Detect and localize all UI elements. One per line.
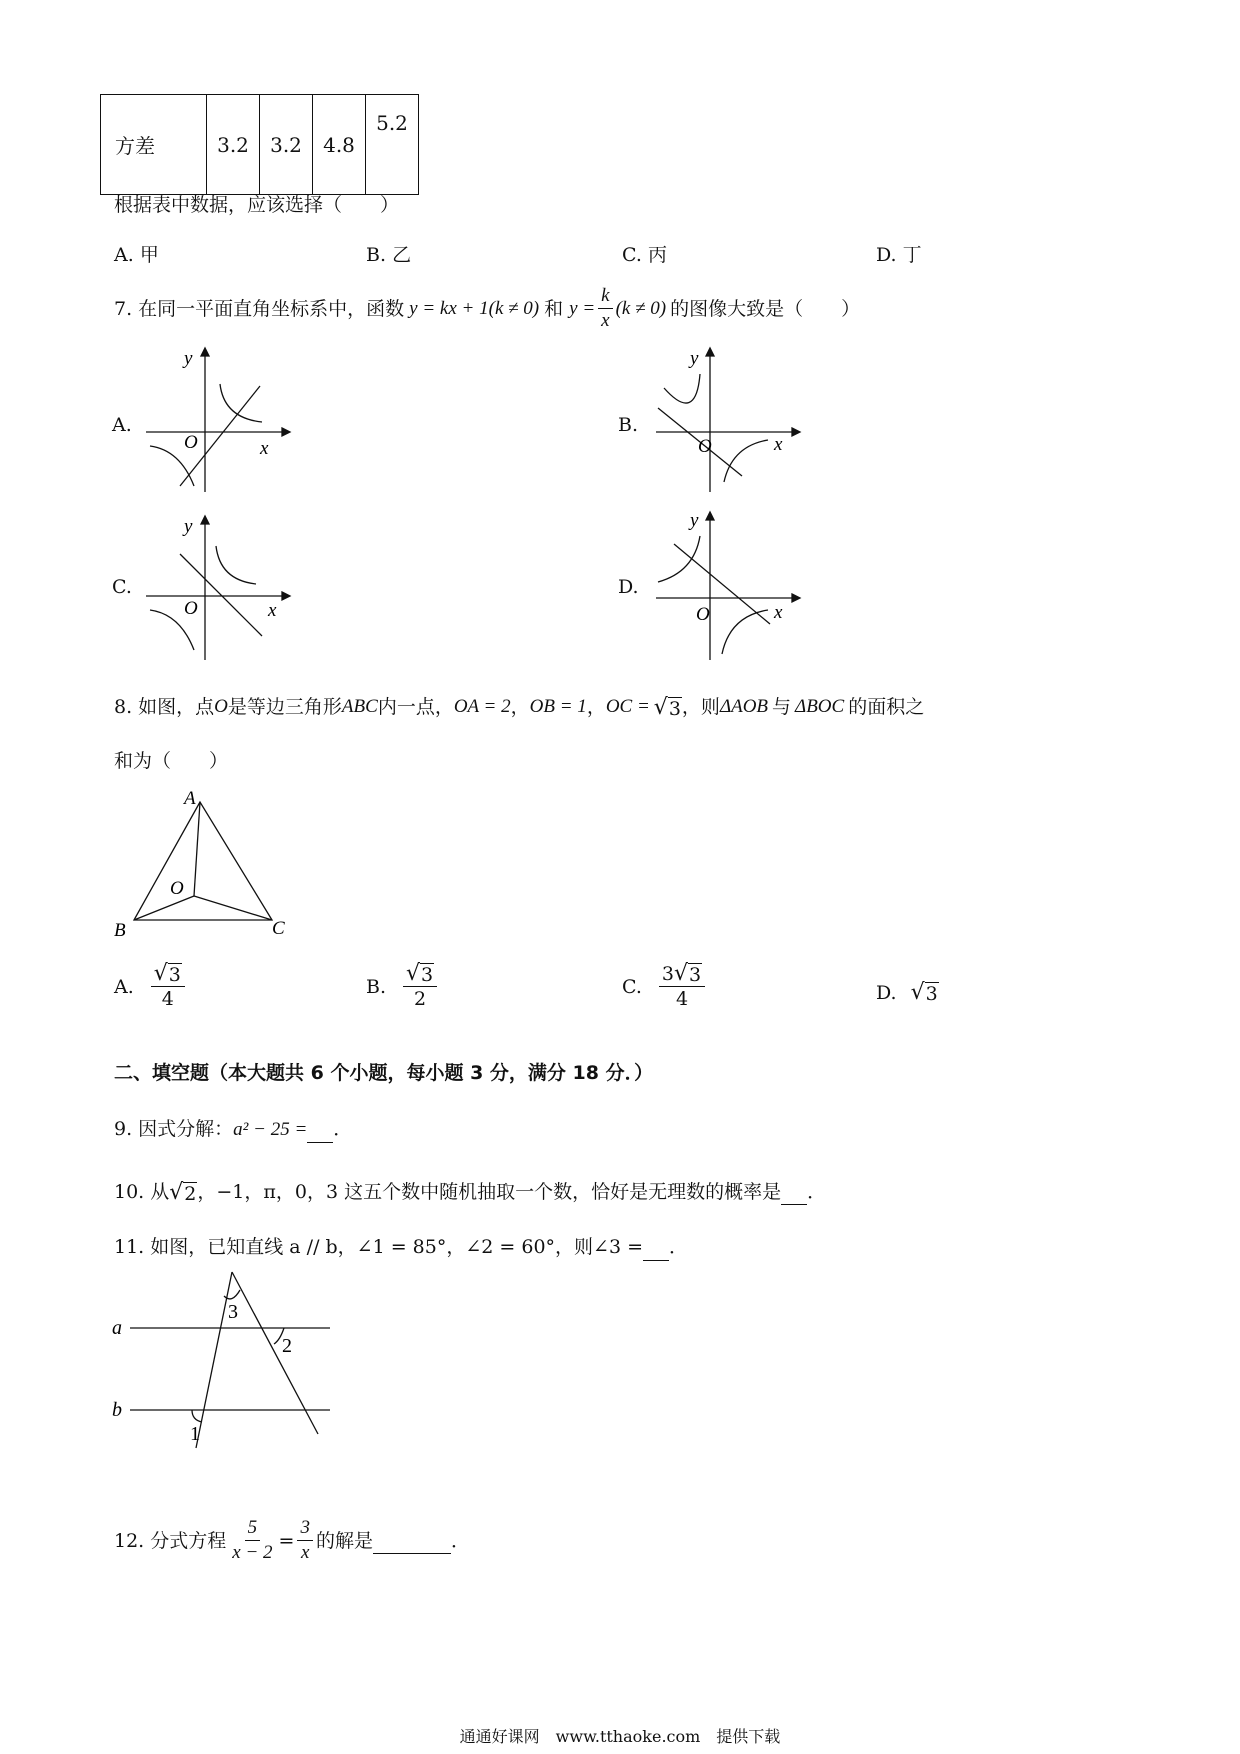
fraction-denominator: 2 <box>414 988 427 1010</box>
q8-point-o: O <box>214 696 228 717</box>
x-axis-label: x <box>774 434 783 455</box>
point-o-label: O <box>170 878 184 899</box>
y-axis-label: y <box>690 510 699 531</box>
option-letter: D. <box>876 244 897 266</box>
fraction-numerator: 3 <box>297 1516 313 1541</box>
q12-fraction-left <box>229 1516 275 1565</box>
q10-end: ． <box>807 1181 827 1203</box>
q8-triangle-boc: ΔBOC <box>795 696 845 717</box>
table-row <box>101 95 419 195</box>
q8-stem-line2: 和为（ ） <box>114 750 229 772</box>
segment-oa <box>194 802 200 896</box>
option-letter: A. <box>114 244 134 266</box>
table-row-label: 方差 <box>101 95 207 195</box>
fraction-numerator: 5 <box>245 1516 261 1541</box>
q7-graph-b <box>650 346 810 494</box>
q6-option-b <box>366 242 411 268</box>
option-text: 丙 <box>647 244 667 266</box>
q8-option-a <box>114 962 188 1011</box>
q8-stem-line1: 8. 如图，点 O 是等边三角形 ABC 内一点， OA = 2 ， OB = 1 ， OC = √ 3 ，则 ΔAOB 与 ΔBOC 的面积之 <box>114 695 925 720</box>
q7-graph-d <box>650 506 810 662</box>
option-letter: A. <box>114 975 134 998</box>
q7-graph-a <box>140 346 300 494</box>
q6-option-c <box>622 242 667 268</box>
q6-option-a <box>114 242 159 268</box>
triangle-abc <box>134 802 272 920</box>
x-axis-label: x <box>260 438 269 459</box>
line-graph <box>180 554 262 636</box>
vertex-b-label: B <box>114 920 126 938</box>
x-axis-arrow <box>282 428 290 436</box>
origin-label: O <box>696 604 710 625</box>
q7-option-b-letter: B. <box>618 414 639 436</box>
option-letter: B. <box>366 975 387 998</box>
variance-table <box>100 94 419 195</box>
q7-function-lhs: y = <box>569 297 596 319</box>
q10 <box>114 1178 826 1205</box>
table-cell: 4.8 <box>313 95 366 195</box>
q12-end: ． <box>450 1529 470 1552</box>
option-letter: B. <box>366 244 387 266</box>
hyperbola-branch <box>664 374 700 403</box>
q7-option-c-letter: C. <box>112 576 132 598</box>
vertex-a-label: A <box>184 788 196 809</box>
sqrt-3: √ 3 <box>674 961 702 986</box>
origin-label: O <box>184 598 198 619</box>
q7-function-linear: y = kx + 1(k ≠ 0) <box>409 297 540 319</box>
q8-triangle: ABC <box>341 696 378 717</box>
angle-3-arc <box>224 1290 240 1299</box>
q8-text: 的面积之 <box>848 696 925 718</box>
x-axis-arrow <box>792 594 800 602</box>
q8-option-b <box>366 962 440 1011</box>
line-a-label: a <box>112 1317 122 1339</box>
q7-option-a-letter: A. <box>112 414 132 436</box>
hyperbola-branch <box>216 546 256 584</box>
line-b-label: b <box>112 1399 122 1421</box>
sqrt-3: √ 3 <box>406 961 434 986</box>
option-letter: C. <box>622 244 642 266</box>
q12-text: 的解是 <box>315 1529 373 1552</box>
sqrt-3: √ 3 <box>153 961 181 986</box>
hyperbola-branch <box>220 384 262 422</box>
q11-text: 11. 如图，已知直线 a // b，∠1 = 85°，∠2 = 60°，则∠3 = <box>114 1236 644 1258</box>
answer-blank[interactable] <box>307 1116 333 1143</box>
q8-text: ，则 <box>681 696 720 718</box>
vertex-c-label: C <box>272 918 285 938</box>
q8-triangle-aob: ΔAOB <box>719 696 769 717</box>
q11 <box>114 1234 688 1261</box>
fraction-denominator: 4 <box>161 988 174 1010</box>
answer-blank[interactable] <box>781 1178 807 1205</box>
q8-text: 是等边三角形 <box>227 696 342 718</box>
q8-text: 与 <box>772 696 792 718</box>
q12-text: 12. 分式方程 <box>114 1529 227 1552</box>
angle-3-label: 3 <box>228 1301 238 1323</box>
answer-blank[interactable] <box>373 1527 451 1554</box>
q7-stem <box>114 284 860 333</box>
sqrt-2: √ 2 <box>169 1180 197 1205</box>
origin-label: O <box>698 436 712 457</box>
q9-end: ． <box>333 1118 353 1140</box>
x-axis-arrow <box>282 592 290 600</box>
fraction-denominator: x − 2 <box>232 1542 273 1563</box>
option-text: 乙 <box>392 244 412 266</box>
q8-oc: OC = <box>605 696 650 717</box>
x-axis-arrow <box>792 428 800 436</box>
q10-text: 10. 从 <box>114 1181 170 1203</box>
q12 <box>114 1516 470 1565</box>
table-cell: 5.2 <box>366 95 419 195</box>
hyperbola-branch <box>724 440 768 482</box>
q8-option-d <box>876 980 939 1006</box>
y-axis-arrow <box>706 348 714 356</box>
x-axis-label: x <box>268 600 277 621</box>
option-text: 甲 <box>139 244 159 266</box>
y-axis-arrow <box>201 348 209 356</box>
radicand: 3 <box>421 964 434 986</box>
equals-sign: = <box>278 1529 295 1552</box>
radicand: 3 <box>668 698 681 720</box>
x-axis-label: x <box>774 602 783 623</box>
q8-oa: OA = 2 <box>453 696 511 717</box>
q8-option-c <box>622 962 708 1011</box>
fraction-denominator: x <box>601 310 610 331</box>
q7-condition: (k ≠ 0) <box>615 297 667 319</box>
angle-1-label: 1 <box>190 1423 200 1445</box>
q9-text: 9. 因式分解： <box>114 1118 234 1140</box>
table-cell: 3.2 <box>260 95 313 195</box>
section-heading: 二、填空题（本大题共 6 个小题，每小题 3 分，满分 18 分．） <box>114 1062 654 1084</box>
line-graph <box>674 544 770 624</box>
sqrt-3: √ 3 <box>653 695 681 720</box>
option-letter: C. <box>622 975 642 998</box>
q8-text: 8. 如图，点 <box>114 696 215 718</box>
q7-and: 和 <box>544 297 564 320</box>
option-fraction <box>403 962 437 1011</box>
y-axis-label: y <box>184 516 193 537</box>
q8-ob: OB = 1 <box>529 696 587 717</box>
option-text: 丁 <box>902 244 922 266</box>
radicand: 3 <box>168 964 181 986</box>
q7-fraction <box>598 284 612 333</box>
q6-stem: 根据表中数据，应该选择（ ） <box>114 194 400 216</box>
segment-ob <box>134 896 194 920</box>
y-axis-arrow <box>706 512 714 520</box>
option-letter: D. <box>876 982 897 1004</box>
radicand: 2 <box>184 1183 197 1205</box>
q8-text: 内一点， <box>377 696 454 718</box>
radicand: 3 <box>689 964 702 986</box>
q7-option-d-letter: D. <box>618 576 639 598</box>
fraction-denominator: x <box>300 1542 310 1563</box>
radicand: 3 <box>925 983 938 1005</box>
q7-prefix: 7. 在同一平面直角坐标系中，函数 <box>114 297 405 320</box>
q7-suffix: 的图像大致是（ ） <box>670 297 861 320</box>
option-fraction <box>659 962 705 1011</box>
q9 <box>114 1116 352 1143</box>
option-fraction <box>151 962 185 1011</box>
fraction-denominator: 4 <box>675 988 689 1010</box>
q10-text: ，−1，π，0，3 这五个数中随机抽取一个数，恰好是无理数的概率是 <box>197 1181 782 1203</box>
angle-1-arc <box>192 1410 202 1422</box>
sqrt-3: √ 3 <box>910 980 938 1005</box>
y-axis-arrow <box>201 516 209 524</box>
q12-fraction-right <box>297 1516 313 1565</box>
hyperbola-branch <box>658 536 700 582</box>
footer-source: 通通好课网 www.tthaoke.com 提供下载 <box>459 1727 781 1746</box>
y-axis-label: y <box>690 348 699 369</box>
q11-parallel-lines-figure <box>104 1262 344 1462</box>
origin-label: O <box>184 432 198 453</box>
fraction-numerator: k <box>598 284 612 309</box>
q6-option-d <box>876 242 922 268</box>
q11-end: ． <box>669 1236 689 1258</box>
q9-expression: a² − 25 = <box>233 1119 308 1140</box>
answer-blank[interactable] <box>643 1234 669 1261</box>
q8-triangle-figure <box>112 788 302 938</box>
y-axis-label: y <box>184 348 193 369</box>
coefficient: 3 <box>661 963 674 985</box>
angle-2-label: 2 <box>282 1335 292 1357</box>
q7-graph-c <box>140 510 300 662</box>
table-cell: 3.2 <box>207 95 260 195</box>
